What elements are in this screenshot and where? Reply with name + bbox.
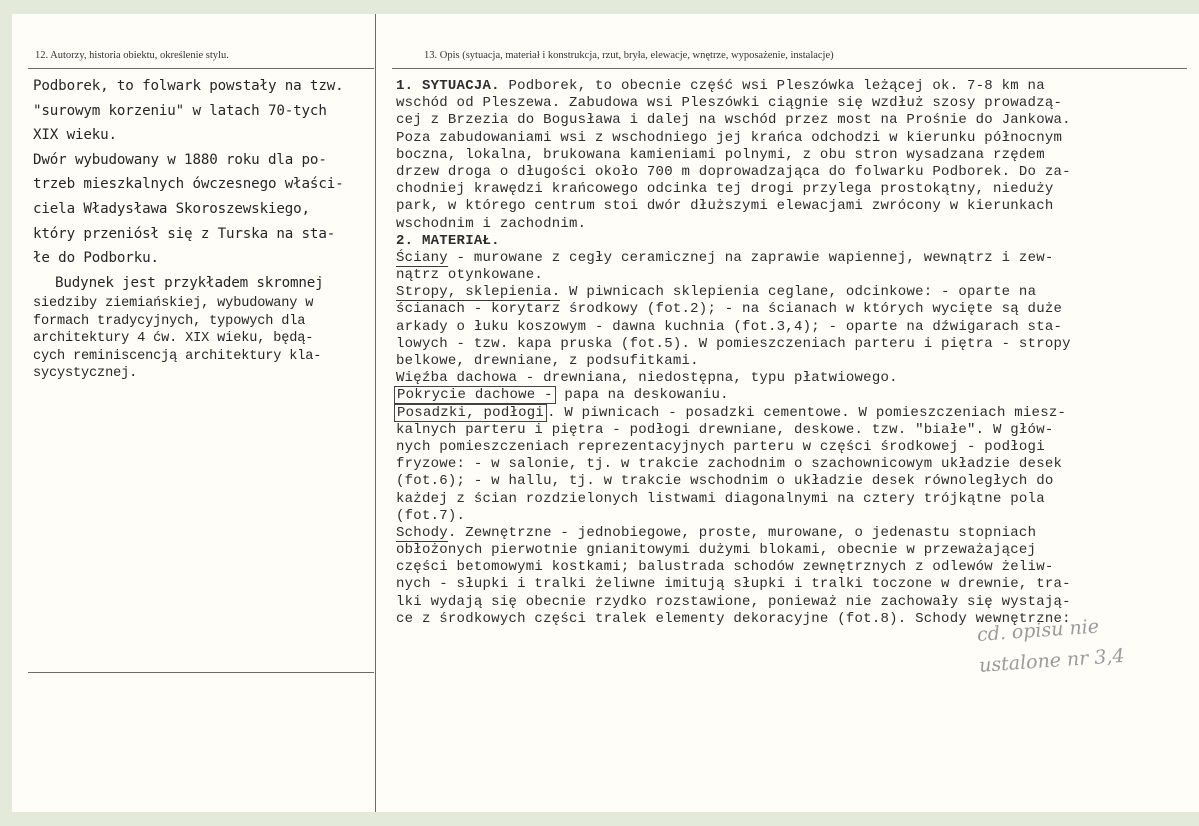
posadzki-line: każdej z ścian rozdzielonych listwami diagonalnymi na cztery trójkątne pola bbox=[396, 490, 1045, 507]
right-column-header: 13. Opis (sytuacja, materiał i konstrukcja, rzut, bryła, elewacje, wnętrze, wyposażenie, instalacje) bbox=[424, 50, 834, 61]
sciany-paragraph: Ściany - murowane z cegły ceramicznej na zaprawie wapiennej, wewnątrz i zew- bbox=[396, 249, 1054, 266]
schody-line: lki wydają się obecnie rzydko rozstawione, ponieważ nie zachowały się wystają- bbox=[396, 593, 1071, 610]
schody-paragraph: Schody. Zewnętrzne - jednobiegowe, proste, murowane, o jedenastu stopniach bbox=[396, 524, 1037, 541]
history-line: Podborek, to folwark powstały na tzw. bbox=[33, 78, 344, 94]
history-line: sycystycznej. bbox=[33, 365, 138, 381]
sytuacja-line: cej z Brzezia do Bogusława i dalej na wschód przez most na Prośnie do Jankowa. bbox=[396, 112, 1071, 129]
history-line: łe do Podborku. bbox=[33, 250, 159, 267]
history-line: cych reminiscencją architektury kla- bbox=[33, 348, 322, 364]
history-line: "surowym korzeniu" w latach 70-tych bbox=[33, 102, 327, 119]
scan-border-left bbox=[0, 0, 12, 826]
wiezba-paragraph: Więźba dachowa - drewniana, niedostępna, typu płatwiowego. bbox=[396, 370, 898, 387]
schody-line: ce z środkowych części tralek elementy dekoracyjne (fot.8). Schody wewnętrzne: bbox=[396, 610, 1071, 627]
history-line: ciela Władysława Skoroszewskiego, bbox=[33, 200, 310, 217]
posadzki-line: (fot.6); - w hallu, tj. w trakcie wschodnim o układzie desek równoległych do bbox=[396, 473, 1054, 490]
scan-border-bottom bbox=[0, 812, 1199, 826]
left-header-rule bbox=[28, 68, 374, 69]
sciany-line: nątrz otynkowane. bbox=[396, 267, 544, 284]
sytuacja-line: wschodnim i zachodnim. bbox=[396, 215, 587, 232]
column-divider bbox=[375, 14, 376, 812]
left-bottom-rule bbox=[28, 672, 374, 673]
stropy-line: belkowe, drewniane, z podsufitkami. bbox=[396, 353, 699, 369]
sytuacja-line: wschód od Pleszewa. Zabudowa wsi Pleszówki ciągnie się wzdłuż szosy prowadzą- bbox=[396, 95, 1063, 112]
stropy-paragraph: Stropy, sklepienia. W piwnicach sklepienia ceglane, odcinkowe: - oparte na bbox=[396, 284, 1037, 301]
history-line: Budynek jest przykładem skromnej bbox=[55, 274, 324, 291]
handwritten-line: cd. opisu nie bbox=[976, 615, 1100, 646]
posadzki-line: nych pomieszczeniach reprezentacyjnych parteru w części środkowej - podłogi bbox=[396, 438, 1045, 455]
stropy-line: lowych - tzw. kapa pruska (fot.5). W pomieszczeniach parteru i piętra - stropy bbox=[396, 335, 1071, 352]
history-line: który przeniósł się z Turska na sta- bbox=[33, 225, 336, 242]
history-line: formach tradycyjnych, typowych dla bbox=[33, 313, 306, 329]
history-line: XIX wieku. bbox=[33, 127, 117, 144]
left-column-header: 12. Autorzy, historia obiektu, określenie stylu. bbox=[35, 50, 229, 61]
history-section bbox=[33, 74, 373, 382]
sytuacja-line: chodniej krawędzi krańcowego odcinka tej drogi przylega prostokątny, nieduży bbox=[396, 181, 1054, 198]
sytuacja-line: drzew droga o długości około 700 m doprowadzająca do folwarku Podborek. Do za- bbox=[396, 163, 1071, 180]
history-line: siedziby ziemiańskiej, wybudowany w bbox=[33, 296, 314, 312]
schody-line: nych - słupki i tralki żeliwne imitują słupki i tralki toczone w drewnie, tra- bbox=[396, 576, 1071, 593]
wiezba-label: Więźba dachowa bbox=[396, 370, 518, 387]
posadzki-line: fryzowe: - w salonie, tj. w trakcie zachodnim o szachownicowym układzie desek bbox=[396, 456, 1063, 473]
history-line: trzeb mieszkalnych ówczesnego właści- bbox=[33, 176, 344, 193]
pokrycie-paragraph: Pokrycie dachowe - papa na deskowaniu. bbox=[396, 387, 1162, 404]
posadzki-line: kalnych parteru i piętra - podłogi drewniane, deskowe. tzw. "białe". W głów- bbox=[396, 421, 1054, 438]
schody-line: obłożonych pierwotnie gnianitowymi dużymi blokami, obecnie w przeważającej bbox=[396, 542, 1037, 559]
right-header-rule bbox=[392, 68, 1187, 69]
sytuacja-line: boczna, lokalna, brukowana kamieniami polnymi, z obu stron wysadzana rzędem bbox=[396, 146, 1045, 163]
sytuacja-line: Poza zabudowaniami wsi z wschodniego jej krańca odchodzi w kierunku północnym bbox=[396, 129, 1063, 146]
scan-border-top bbox=[0, 0, 1199, 14]
sytuacja-heading: 1. SYTUACJA. bbox=[396, 78, 500, 94]
sciany-label: Ściany bbox=[396, 249, 448, 266]
posadzki-label: Posadzki, podłogi bbox=[394, 404, 547, 422]
sytuacja-line: park, w którego centrum stoi dwór dłuższymi elewacjami zwrócony w kierunkach bbox=[396, 198, 1054, 215]
handwritten-line: ustalone nr 3,4 bbox=[978, 644, 1126, 677]
description-section bbox=[396, 78, 1162, 628]
stropy-label: Stropy, sklepienia. bbox=[396, 284, 561, 301]
schody-label: Schody bbox=[396, 524, 448, 541]
stropy-line: arkady o łuku koszowym - dawna kuchnia (fot.3,4); - oparte na dźwigarach sta- bbox=[396, 318, 1063, 335]
posadzki-line: (fot.7). bbox=[396, 507, 466, 524]
schody-line: części betomowymi kostkami; balustrada schodów zewnętrznych z odlewów żeliw- bbox=[396, 559, 1054, 576]
history-line: architektury 4 ćw. XIX wieku, będą- bbox=[33, 331, 314, 347]
material-heading: 2. MATERIAŁ. bbox=[396, 232, 500, 249]
stropy-line: ścianach - korytarz środkowy (fot.2); - na ścianach w których wycięte są duże bbox=[396, 301, 1063, 318]
sytuacja-paragraph: 1. SYTUACJA. Podborek, to obecnie część wsi Pleszówka leżącej ok. 7-8 km na bbox=[396, 78, 1045, 94]
pokrycie-label: Pokrycie dachowe - bbox=[394, 386, 556, 404]
history-line: Dwór wybudowany w 1880 roku dla po- bbox=[33, 151, 327, 168]
posadzki-paragraph: Posadzki, podłogi . W piwnicach - posadzki cementowe. W pomieszczeniach miesz- bbox=[396, 405, 1162, 422]
